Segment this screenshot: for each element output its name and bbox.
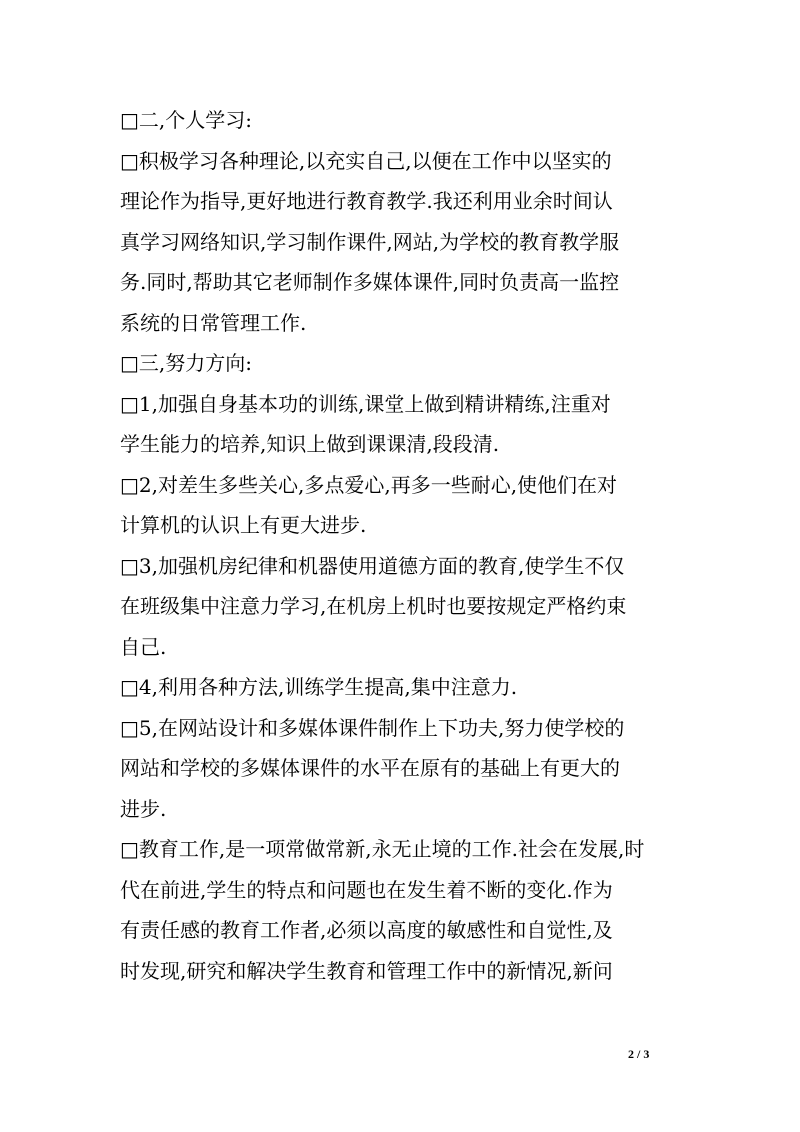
paragraph-line: 理论作为指导,更好地进行教育教学.我还利用业余时间认 [120, 189, 613, 213]
heading-direction: □三,努力方向: [120, 351, 252, 375]
paragraph-line: 有责任感的教育工作者,必须以高度的敏感性和自觉性,及 [120, 918, 613, 942]
paragraph-line: 真学习网络知识,学习制作课件,网站,为学校的教育教学服 [120, 229, 620, 254]
list-item-1: □1,加强自身基本功的训练,课堂上做到精讲精练,注重对 [120, 391, 611, 416]
paragraph-line: 时发现,研究和解决学生教育和管理工作中的新情况,新问 [120, 958, 613, 983]
heading-personal-study: □二,个人学习: [120, 108, 252, 132]
list-item-4: □4,利用各种方法,训练学生提高,集中注意力. [120, 675, 518, 699]
paragraph-line: 代在前进,学生的特点和问题也在发生着不断的变化.作为 [120, 877, 613, 902]
paragraph-line: 进步. [120, 796, 167, 821]
paragraph-line: □积极学习各种理论,以充实自己,以便在工作中以坚实的 [120, 148, 612, 173]
list-item-3: □3,加强机房纪律和机器使用道德方面的教育,使学生不仅 [120, 553, 625, 578]
paragraph-education-work: □教育工作,是一项常做常新,永无止境的工作.社会在发展,时 [120, 837, 645, 861]
paragraph-line: 计算机的认识上有更大进步. [120, 513, 367, 537]
paragraph-line: 学生能力的培养,知识上做到课课清,段段清. [120, 432, 500, 456]
list-item-5: □5,在网站设计和多媒体课件制作上下功夫,努力使学校的 [120, 715, 625, 740]
paragraph-line: 务.同时,帮助其它老师制作多媒体课件,同时负责高一监控 [120, 270, 620, 294]
paragraph-line: 自己. [120, 634, 167, 659]
page-number: 2 / 3 [628, 1047, 650, 1061]
document-body [120, 100, 680, 991]
paragraph-line: 网站和学校的多媒体课件的水平在原有的基础上有更大的 [120, 756, 620, 780]
paragraph-line: 在班级集中注意力学习,在机房上机时也要按规定严格约束 [120, 594, 627, 618]
list-item-2: □2,对差生多些关心,多点爱心,再多一些耐心,使他们在对 [120, 472, 618, 497]
paragraph-line: 系统的日常管理工作. [120, 310, 307, 335]
